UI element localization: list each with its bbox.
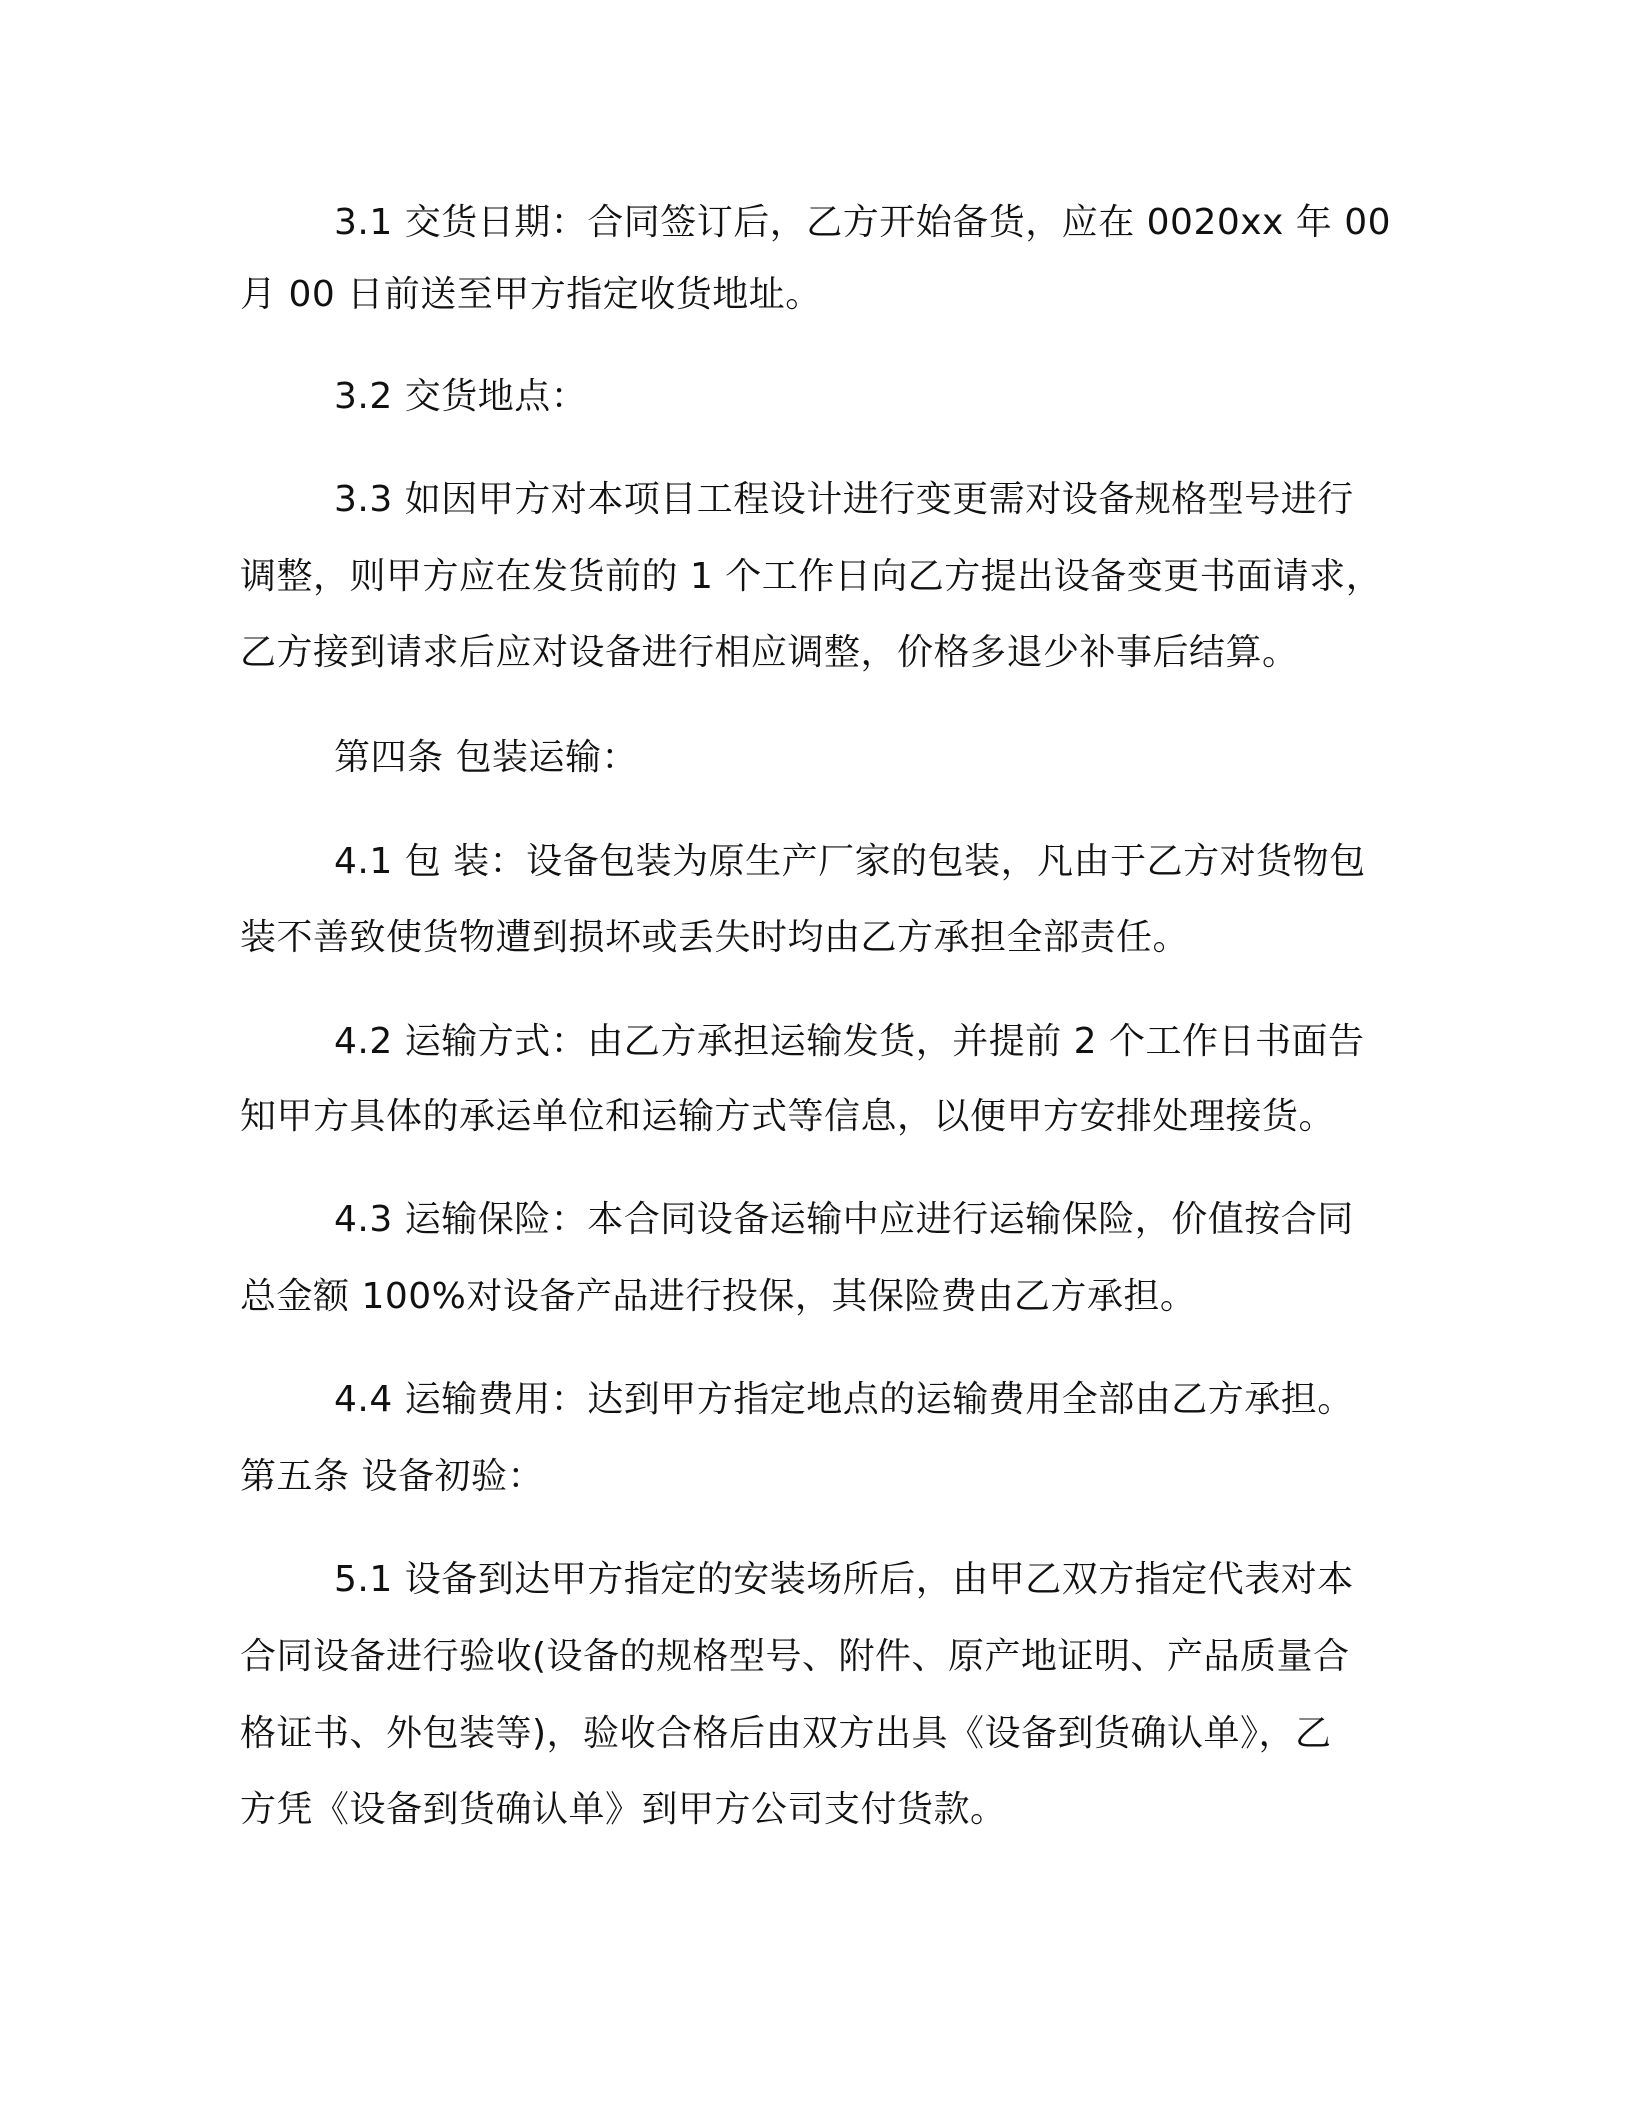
- article-4-heading: 第四条 包装运输：: [334, 737, 638, 778]
- clause-3-3-line-1: 3.3 如因甲方对本项目工程设计进行变更需对设备规格型号进行: [334, 479, 1354, 520]
- clause-4-2-line-1: 4.2 运输方式：由乙方承担运输发货，并提前 2 个工作日书面告: [334, 1021, 1365, 1062]
- clause-5-1-line-2: 合同设备进行验收(设备的规格型号、附件、原产地证明、产品质量合: [240, 1636, 1350, 1677]
- clause-4-1-line-1: 4.1 包 装：设备包装为原生产厂家的包装，凡由于乙方对货物包: [334, 841, 1366, 882]
- clause-5-1-line-3: 格证书、外包装等)，验收合格后由双方出具《设备到货确认单》，乙: [240, 1713, 1332, 1754]
- clause-3-1-line-1: 3.1 交货日期：合同签订后，乙方开始备货，应在 0020xx 年 00: [334, 202, 1392, 243]
- clause-4-4: 4.4 运输费用：达到甲方指定地点的运输费用全部由乙方承担。: [334, 1379, 1354, 1420]
- clause-4-3-line-1: 4.3 运输保险：本合同设备运输中应进行运输保险，价值按合同: [334, 1199, 1354, 1240]
- clause-3-3-line-2: 调整，则甲方应在发货前的 1 个工作日向乙方提出设备变更书面请求，: [240, 556, 1383, 597]
- clause-3-1-line-2: 月 00 日前送至甲方指定收货地址。: [240, 274, 822, 315]
- clause-4-2-line-2: 知甲方具体的承运单位和运输方式等信息，以便甲方安排处理接货。: [240, 1096, 1336, 1137]
- clause-5-1-line-4: 方凭《设备到货确认单》到甲方公司支付货款。: [240, 1789, 1007, 1830]
- clause-3-3-line-3: 乙方接到请求后应对设备进行相应调整，价格多退少补事后结算。: [240, 632, 1299, 673]
- article-5-heading: 第五条 设备初验：: [240, 1456, 544, 1497]
- clause-5-1-line-1: 5.1 设备到达甲方指定的安装场所后，由甲乙双方指定代表对本: [334, 1559, 1354, 1600]
- clause-4-3-line-2: 总金额 100%对设备产品进行投保，其保险费由乙方承担。: [240, 1276, 1197, 1317]
- clause-3-2: 3.2 交货地点：: [334, 376, 588, 417]
- clause-4-1-line-2: 装不善致使货物遭到损坏或丢失时均由乙方承担全部责任。: [240, 917, 1190, 958]
